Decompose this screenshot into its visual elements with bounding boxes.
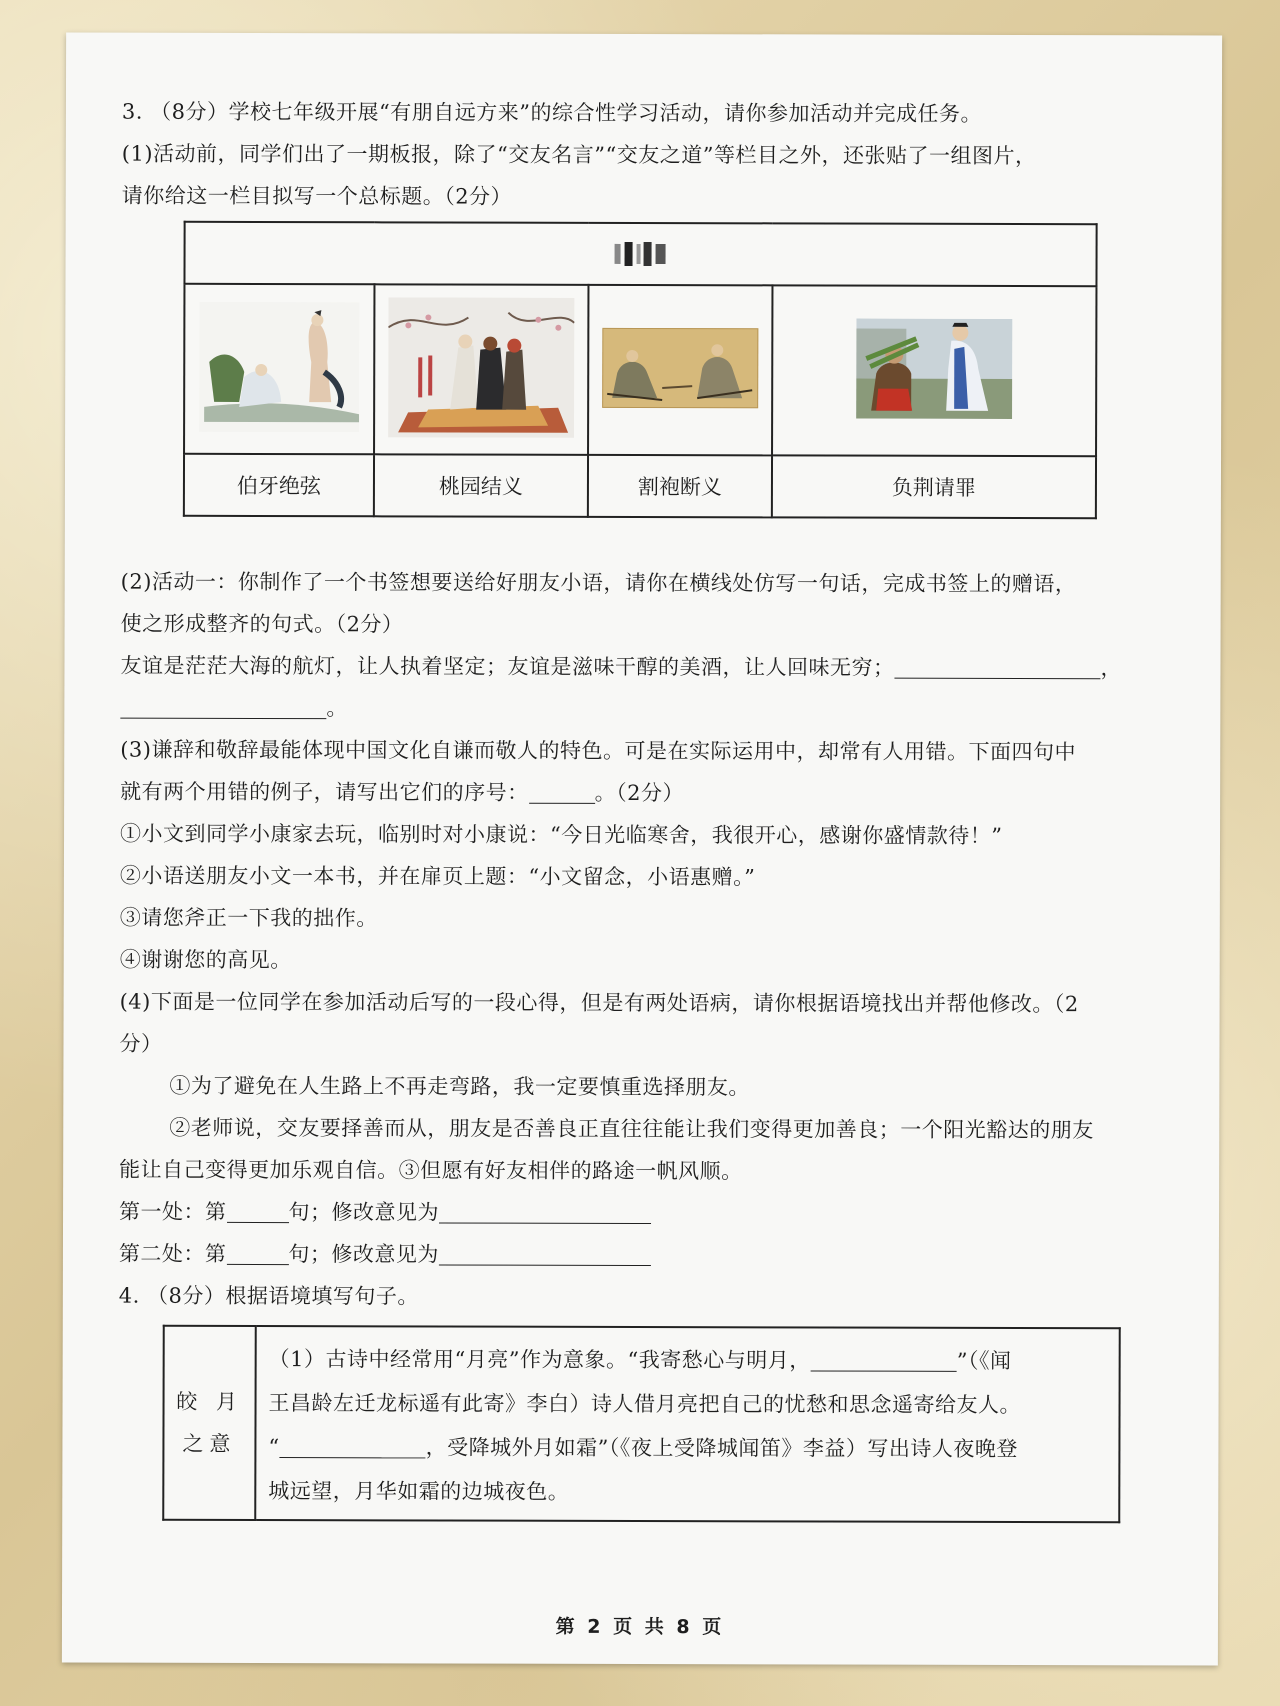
answer-blank-poem-1[interactable] [811, 1340, 957, 1371]
answer-blank-poem-2[interactable] [280, 1427, 426, 1458]
answer-blank-fix1-suggestion[interactable] [439, 1192, 651, 1224]
exam-content [118, 91, 1182, 1524]
picture-table-title-cell [184, 222, 1096, 286]
poem-line3-open-quote: “ [268, 1435, 280, 1460]
caption-gepao: 割袍断义 [588, 455, 772, 517]
fix1-suffix: 句；修改意见为 [288, 1200, 440, 1225]
q3-heading: 3. （8分）学校七年级开展“有朋自远方来”的综合性学习活动，请你参加活动并完成任务。 [121, 99, 983, 126]
q3-part4-fix1 [119, 1191, 1179, 1236]
answer-blank-bookmark-2[interactable] [120, 688, 326, 720]
answer-blank-serial-numbers[interactable] [529, 773, 595, 804]
poem-table [162, 1325, 1121, 1524]
picture-table [183, 221, 1098, 519]
q3-part2-line3 [120, 645, 1180, 690]
side-label-line1: 皎 月 [176, 1389, 243, 1414]
answer-blank-bookmark-1[interactable] [894, 648, 1100, 680]
poem-line3 [268, 1425, 1108, 1471]
q3-part2-line4 [120, 687, 1180, 732]
gepao-painting-image [602, 327, 758, 407]
q3-part1-line2: 请你给这一栏目拟写一个总标题。（2分） [121, 183, 513, 209]
q3-part2-line1: (2)活动一：你制作了一个书签想要送给好朋友小语，请你在横线处仿写一句话，完成书签上的赠语， [120, 569, 1077, 597]
q3-part3-score: 。（2分） [594, 780, 685, 806]
q3-part3-line1: (3)谦辞和敬辞最能体现中国文化自谦而敬人的特色。可是在实际运用中，却常有人用错。下面四句中 [120, 737, 1077, 765]
fix2-suffix: 句；修改意见为 [288, 1242, 439, 1267]
q3-part4-sentence2: ②老师说，交友要择善而从，朋友是否善良正直往往能让我们变得更加善良；一个阳光豁达的朋友 [169, 1115, 1094, 1143]
poem-line2: 王昌龄左迁龙标遥有此寄》李白）诗人借月亮把自己的忧愁和思念遥寄给友人。 [268, 1391, 1022, 1417]
q3-part4-line2: 分） [119, 1031, 163, 1056]
picture-cell-fujing [772, 285, 1096, 456]
answer-blank-fix2-suggestion[interactable] [439, 1234, 651, 1266]
q3-part4-fix2 [119, 1233, 1179, 1278]
taoyuan-painting-image [388, 297, 574, 437]
q3-part2-comma: ， [1100, 656, 1123, 681]
q3-part4-sentence1: ①为了避免在人生路上不再走弯路，我一定要慎重选择朋友。 [169, 1073, 750, 1100]
q3-part3-item-3: ③请您斧正一下我的拙作。 [119, 905, 378, 931]
fix2-label: 第二处：第 [118, 1241, 227, 1266]
q3-part2-line2: 使之形成整齐的句式。（2分） [120, 611, 404, 637]
q3-part4-sentence3: 能让自己变得更加乐观自信。③但愿有好友相伴的路途一帆风顺。 [119, 1157, 743, 1184]
picture-cell-boya [184, 284, 374, 454]
fujing-painting-image [856, 318, 1012, 418]
q3-part3-line2 [120, 771, 1180, 816]
picture-cell-taoyuan [374, 284, 588, 455]
side-label-line2: 之意 [182, 1431, 237, 1456]
q4-heading: 4. （8分）根据语境填写句子。 [118, 1283, 419, 1309]
q3-part3-item-2: ②小语送朋友小文一本书，并在扉页上题：“小文留念，小语惠赠。” [119, 863, 756, 890]
q3-part3-item-1: ①小文到同学小康家去玩，临别时对小康说：“今日光临寒舍，我很开心，感谢你盛情款待！” [120, 821, 1003, 848]
fix1-label: 第一处：第 [119, 1199, 227, 1224]
poem-line3-text: ，受降城外月如霜”（《夜上受降城闻笛》李益）写出诗人夜晚登 [425, 1435, 1018, 1461]
picture-cell-gepao [588, 285, 772, 455]
poem-line1-prompt: （1）古诗中经常用“月亮”作为意象。“我寄愁心与明月， [268, 1347, 811, 1373]
caption-boya: 伯牙绝弦 [184, 454, 374, 516]
q3-part2-period: 。 [326, 696, 348, 721]
q3-part1-line1: (1)活动前，同学们出了一期板报，除了“交友名言”“交友之道”等栏目之外，还张贴了一组图片， [121, 141, 1037, 169]
answer-blank-fix1-sentence[interactable] [227, 1192, 289, 1223]
redacted-title-mark [611, 240, 671, 268]
q3-part2-prompt: 友谊是茫茫大海的航灯，让人执着坚定；友谊是滋味干醇的美酒，让人回味无穷； [120, 653, 895, 680]
q3-part4-line1: (4)下面是一位同学在参加活动后写的一段心得，但是有两处语病，请你根据语境找出并帮他修改。（2 [119, 989, 1079, 1017]
caption-taoyuan: 桃园结义 [374, 454, 588, 517]
poem-table-body [255, 1326, 1120, 1522]
boya-painting-image [199, 301, 359, 431]
poem-line1 [269, 1337, 1109, 1383]
poem-line4: 城远望，月华如霜的边城夜色。 [268, 1479, 570, 1504]
answer-blank-fix2-sentence[interactable] [226, 1234, 288, 1265]
exam-paper [62, 32, 1222, 1665]
q3-part3-prompt: 就有两个用错的例子，请写出它们的序号： [120, 779, 529, 805]
poem-line1-source: ”（《闻 [956, 1348, 1012, 1373]
page-footer: 第 2 页 共 8 页 [555, 1615, 725, 1639]
q3-part3-item-4: ④谢谢您的高见。 [119, 947, 292, 973]
poem-table-side-label [163, 1326, 256, 1520]
caption-fujing: 负荆请罪 [772, 455, 1096, 518]
